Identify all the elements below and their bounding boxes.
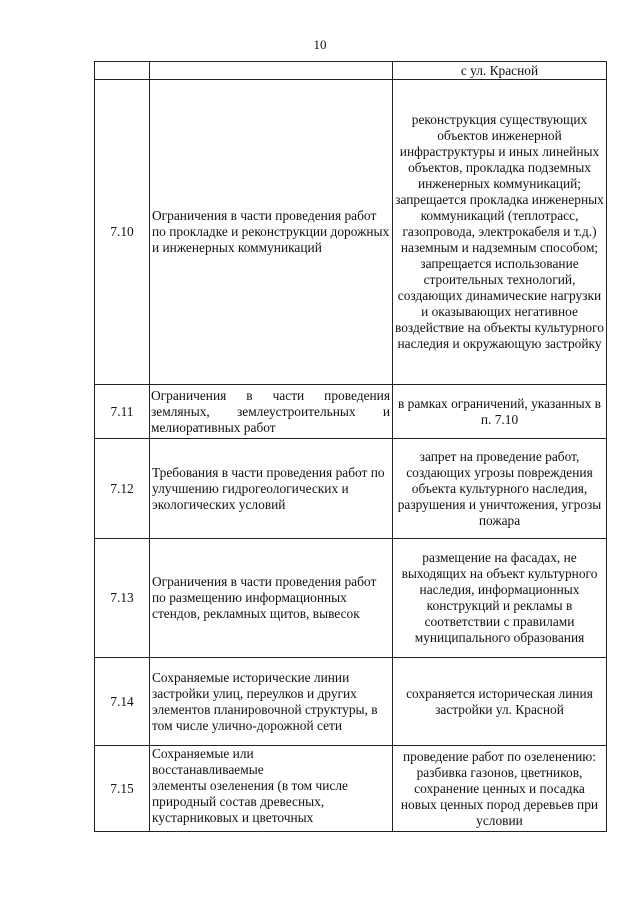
row-name: Требования в части проведения работ по улучшению гидрогеологических и экологических условий bbox=[150, 439, 393, 539]
row-description: проведение работ по озеленению: разбивка газонов, цветников, сохранение ценных и посадка новых ценных пород деревьев при условии bbox=[393, 746, 607, 832]
row-name-line: мелиоративных работ bbox=[151, 419, 276, 435]
row-number: 7.11 bbox=[95, 385, 150, 439]
row-name: Ограничения в части проведения работ по размещению информационных стендов, рекламных щитов, вывесок bbox=[150, 539, 393, 658]
row-name bbox=[150, 746, 393, 832]
row-name: Ограничения в части проведения работ по прокладке и реконструкции дорожных и инженерных коммуникаций bbox=[150, 80, 393, 385]
row-name-line: земляных, землеустроительных и bbox=[151, 403, 390, 419]
row-description: в рамках ограничений, указанных в п. 7.10 bbox=[393, 385, 607, 439]
row-name-line: восстанавливаемые bbox=[152, 762, 264, 777]
row-name-line: Сохраняемые или bbox=[152, 746, 254, 761]
table-row-7-13 bbox=[95, 539, 607, 658]
row-number: 7.10 bbox=[95, 80, 150, 385]
table-row-7-15 bbox=[95, 746, 607, 832]
row-description: реконструкция существующих объектов инженерной инфраструктуры и иных линейных объектов, прокладка подземных инженерных коммуникаций; запрещается прокладка инженерных коммуникаций (теплотрасс, газопровода, электрокабеля и т.д.) наземным и надземным способом; запрещается использование строительных технологий, создающих динамические нагрузки и оказывающих негативное воздействие на объекты культурного наследия и окружающую застройку bbox=[393, 80, 607, 385]
regulations-table bbox=[94, 61, 607, 832]
row-description: с ул. Красной bbox=[393, 62, 607, 80]
row-number bbox=[95, 62, 150, 80]
table-row-7-11 bbox=[95, 385, 607, 439]
row-number: 7.14 bbox=[95, 658, 150, 746]
row-number: 7.15 bbox=[95, 746, 150, 832]
row-name bbox=[150, 62, 393, 80]
row-name: Сохраняемые исторические линии застройки улиц, переулков и других элементов планировочной структуры, в том числе улично-дорожной сети bbox=[150, 658, 393, 746]
table-row-7-12 bbox=[95, 439, 607, 539]
row-name-line: элементы озеленения (в том числе bbox=[152, 778, 348, 793]
table-row-7-10 bbox=[95, 80, 607, 385]
table-row-continuation bbox=[95, 62, 607, 80]
row-description: сохраняется историческая линия застройки ул. Красной bbox=[393, 658, 607, 746]
row-name-line: Ограничения в части проведения bbox=[151, 387, 390, 403]
row-name-line: кустарниковых и цветочных bbox=[152, 810, 314, 825]
row-name bbox=[150, 385, 393, 439]
table-row-7-14 bbox=[95, 658, 607, 746]
row-description: запрет на проведение работ, создающих угрозы повреждения объекта культурного наследия, разрушения и уничтожения, угрозы пожара bbox=[393, 439, 607, 539]
row-description: размещение на фасадах, не выходящих на объект культурного наследия, информационных конструкций и рекламы в соответствии с правилами муниципального образования bbox=[393, 539, 607, 658]
row-number: 7.12 bbox=[95, 439, 150, 539]
row-number: 7.13 bbox=[95, 539, 150, 658]
page-number: 10 bbox=[313, 37, 327, 52]
row-name-line: природный состав древесных, bbox=[152, 794, 325, 809]
